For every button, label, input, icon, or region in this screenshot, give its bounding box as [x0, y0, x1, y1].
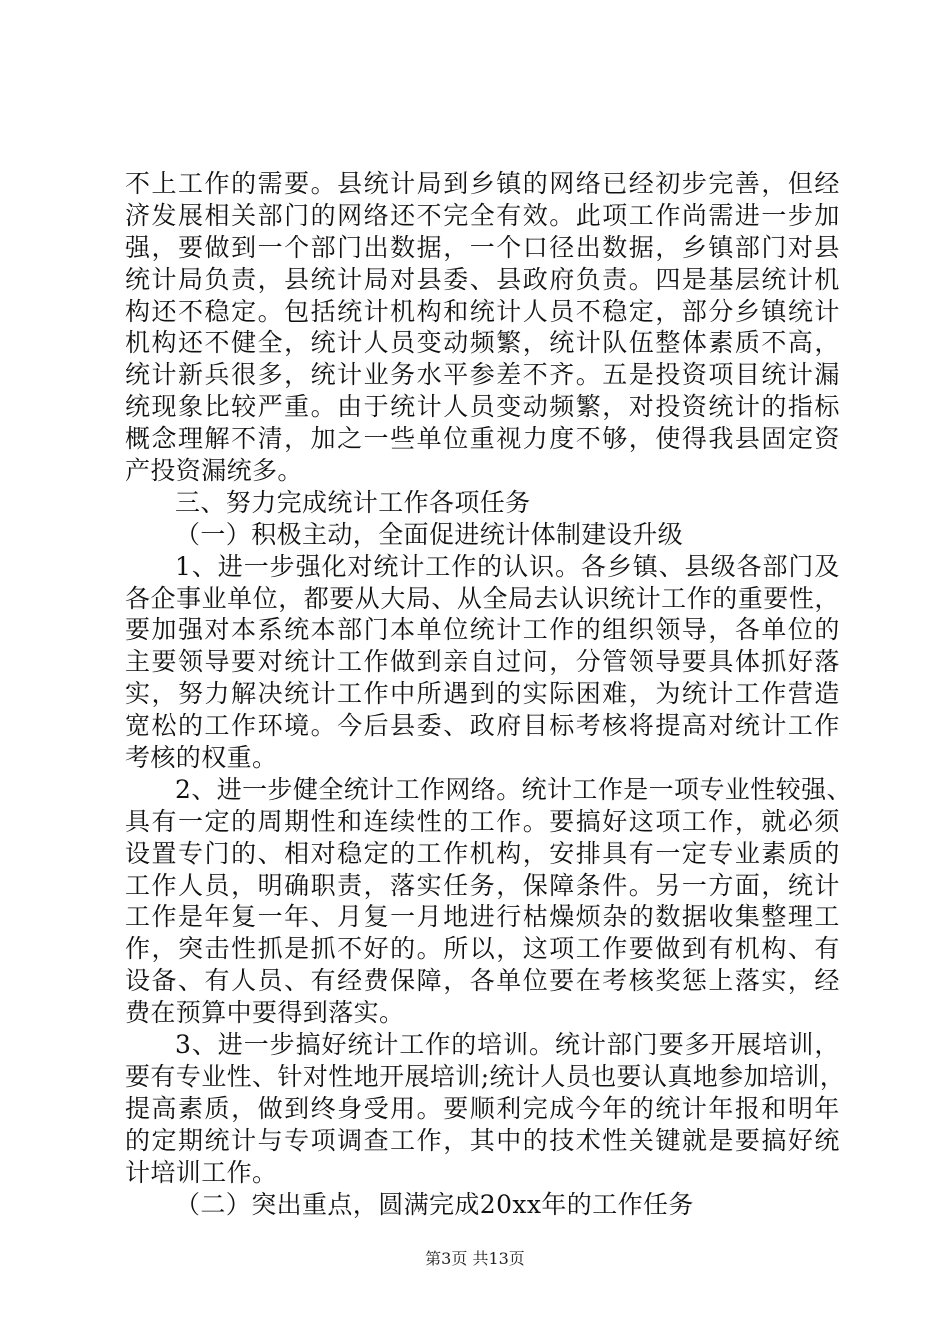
text-line: 具 有 一 定 的 周 期 性 和 连 续 性 的 工 作 。 要 搞 好 这 项 工 作 ， 就 必 须: [125, 806, 840, 836]
text-line: 强 ， 要 做 到 一 个 部 门 出 数 据 ， 一 个 口 径 出 数 据 ， 乡 镇 部 门 对 县: [125, 232, 840, 262]
text-line: 各 企 事 业 单 位 ， 都 要 从 大 局 、 从 全 局 去 认 识 统 计 工 作 的 重 要 性 ，: [125, 583, 840, 613]
text-line: 的 定 期 统 计 与 专 项 调 查 工 作 ， 其 中 的 技 术 性 关 键 就 是 要 搞 好 统: [125, 1125, 840, 1155]
text-line: 统 现 象 比 较 严 重 。 由 于 统 计 人 员 变 动 频 繁 ， 对 投 资 统 计 的 指 标: [125, 392, 840, 422]
text-line: 考核的权重。: [125, 743, 278, 773]
text-line: 统 计 局 负 责 ， 县 统 计 局 对 县 委 、 县 政 府 负 责 。 四 是 基 层 统 计 机: [125, 264, 840, 294]
text-line: 构 还 不 稳 定 。 包 括 统 计 机 构 和 统 计 人 员 不 稳 定 ， 部 分 乡 镇 统 计: [125, 296, 840, 326]
text-line: 主 要 领 导 要 对 统 计 工 作 做 到 亲 自 过 问 ， 分 管 领 导 要 具 体 抓 好 落: [125, 647, 840, 677]
text-line: 设 置 专 门 的 、 相 对 稳 定 的 工 作 机 构 ， 安 排 具 有 一 定 专 业 素 质 的: [125, 838, 840, 868]
text-line: 3 、 进 一 步 搞 好 统 计 工 作 的 培 训 。 统 计 部 门 要 多 开 展 培 训 ，: [175, 1030, 840, 1060]
text-line: 2 、 进 一 步 健 全 统 计 工 作 网 络 。 统 计 工 作 是 一 项 专 业 性 较 强 、: [175, 774, 852, 804]
text-line: 设 备 、 有 人 员 、 有 经 费 保 障 ， 各 单 位 要 在 考 核 奖 惩 上 落 实 ， 经: [125, 966, 840, 996]
text-line: 济 发 展 相 关 部 门 的 网 络 还 不 完 全 有 效 。 此 项 工 作 尚 需 进 一 步 加: [125, 200, 840, 230]
text-line: 计培训工作。: [125, 1157, 278, 1187]
text-line: 机 构 还 不 健 全 ， 统 计 人 员 变 动 频 繁 ， 统 计 队 伍 整 体 素 质 不 高 ，: [125, 328, 840, 358]
text-line: 不 上 工 作 的 需 要 。 县 统 计 局 到 乡 镇 的 网 络 已 经 初 步 完 善 ， 但 经: [125, 169, 840, 198]
text-line: 要 加 强 对 本 系 统 本 部 门 本 单 位 统 计 工 作 的 组 织 领 导 ， 各 单 位 的: [125, 615, 840, 645]
text-line: 统 计 新 兵 很 多 ， 统 计 业 务 水 平 参 差 不 齐 。 五 是 投 资 项 目 统 计 漏: [125, 360, 840, 390]
text-line: 要 有 专 业 性 、 针 对 性 地 开 展 培 训 ; 统 计 人 员 也 要 认 真 地 参 加 培 训 ，: [125, 1061, 846, 1091]
text-line: 1 、 进 一 步 强 化 对 统 计 工 作 的 认 识 。 各 乡 镇 、 县 级 各 部 门 及: [175, 551, 840, 581]
text-line: （二）突出重点，圆满完成20xx年的工作任务: [175, 1189, 694, 1219]
text-line: 作 ， 突 击 性 抓 是 抓 不 好 的 。 所 以 ， 这 项 工 作 要 做 到 有 机 构 、 有: [125, 934, 840, 964]
text-line: 工 作 人 员 ， 明 确 职 责 ， 落 实 任 务 ， 保 障 条 件 。 另 一 方 面 ， 统 计: [125, 870, 840, 900]
text-line: 提 高 素 质 ， 做 到 终 身 受 用 。 要 顺 利 完 成 今 年 的 统 计 年 报 和 明 年: [125, 1093, 840, 1123]
text-line: （一）积极主动，全面促进统计体制建设升级: [175, 519, 684, 549]
text-line: 费在预算中要得到落实。: [125, 998, 405, 1028]
text-line: 工 作 是 年 复 一 年 、 月 复 一 月 地 进 行 枯 燥 烦 杂 的 数 据 收 集 整 理 工: [125, 902, 840, 932]
text-line: 三、努力完成统计工作各项任务: [175, 487, 531, 517]
text-line: 宽 松 的 工 作 环 境 。 今 后 县 委 、 政 府 目 标 考 核 将 提 高 对 统 计 工 作: [125, 711, 840, 741]
document-body: [125, 168, 852, 1220]
text-line: 产投资漏统多。: [125, 456, 303, 486]
text-line: 实 ， 努 力 解 决 统 计 工 作 中 所 遇 到 的 实 际 困 难 ， 为 统 计 工 作 营 造: [125, 679, 840, 709]
page-footer: 第3页 共13页: [425, 1249, 525, 1268]
text-line: 概 念 理 解 不 清 ， 加 之 一 些 单 位 重 视 力 度 不 够 ， 使 得 我 县 固 定 资: [125, 424, 840, 454]
